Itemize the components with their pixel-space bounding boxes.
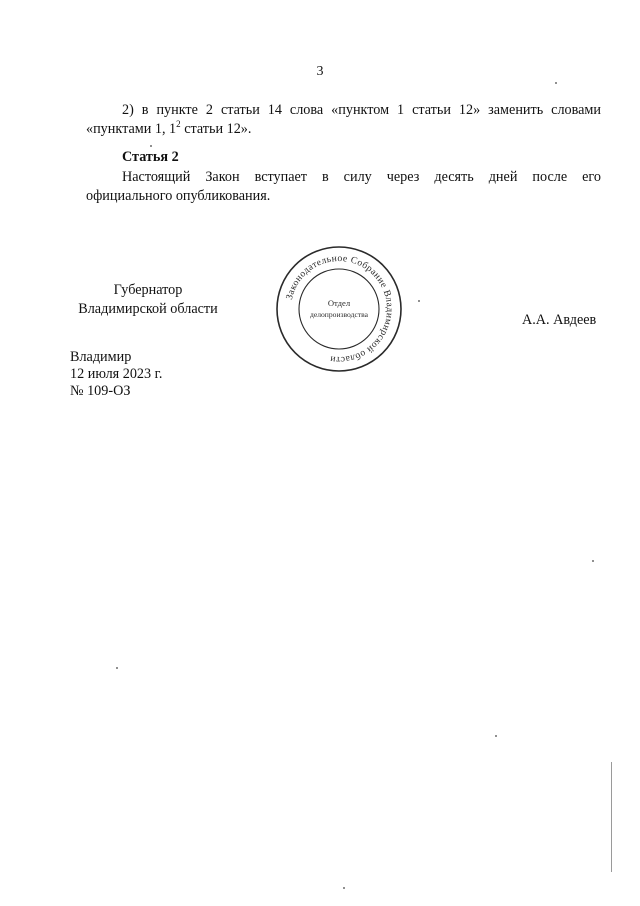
article-heading: Статья 2 <box>122 149 179 165</box>
stamp-center-line-1: Отдел <box>327 298 351 308</box>
amendment-line-1: 2) в пункте 2 статьи 14 слова «пунктом 1 статьи 12» заменить словами <box>122 102 601 118</box>
scan-speck <box>418 300 420 302</box>
article-text <box>86 168 601 206</box>
superscript-index: 2 <box>176 119 181 129</box>
article-text-line-2: официального опубликования. <box>86 188 271 204</box>
page-number: 3 <box>316 64 324 79</box>
amendment-paragraph <box>86 101 601 139</box>
law-number: № 109-ОЗ <box>70 383 131 399</box>
scan-speck <box>116 667 118 669</box>
governor-title <box>74 281 222 319</box>
article-text-line-1: Настоящий Закон вступает в силу через десять дней после его <box>122 169 601 185</box>
scan-speck <box>495 735 497 737</box>
amendment-line-2-end: статьи 12». <box>180 121 252 137</box>
signing-date: 12 июля 2023 г. <box>70 366 163 382</box>
scan-speck <box>150 145 152 147</box>
stamp-ring-text-path: Законодательное Собрание Владимирской области <box>284 252 396 366</box>
stamp-outer-ring <box>277 247 401 371</box>
stamp-center-line-2: делопроизводства <box>309 310 369 319</box>
signatory-name: А.А. Авдеев <box>522 312 597 328</box>
place-date-block <box>70 349 162 400</box>
scan-speck <box>343 887 345 889</box>
governor-title-line-2: Владимирской области <box>78 301 218 317</box>
office-stamp <box>275 245 403 373</box>
stamp-inner-ring <box>299 269 379 349</box>
scan-speck <box>592 560 594 562</box>
scan-edge-line <box>611 762 612 872</box>
city: Владимир <box>70 349 132 365</box>
scan-speck <box>555 82 557 84</box>
amendment-line-2 <box>86 121 251 137</box>
governor-title-line-1: Губернатор <box>113 282 183 298</box>
stamp-ring-text <box>284 253 395 365</box>
amendment-line-2-start: «пунктами 1, 1 <box>86 121 177 137</box>
